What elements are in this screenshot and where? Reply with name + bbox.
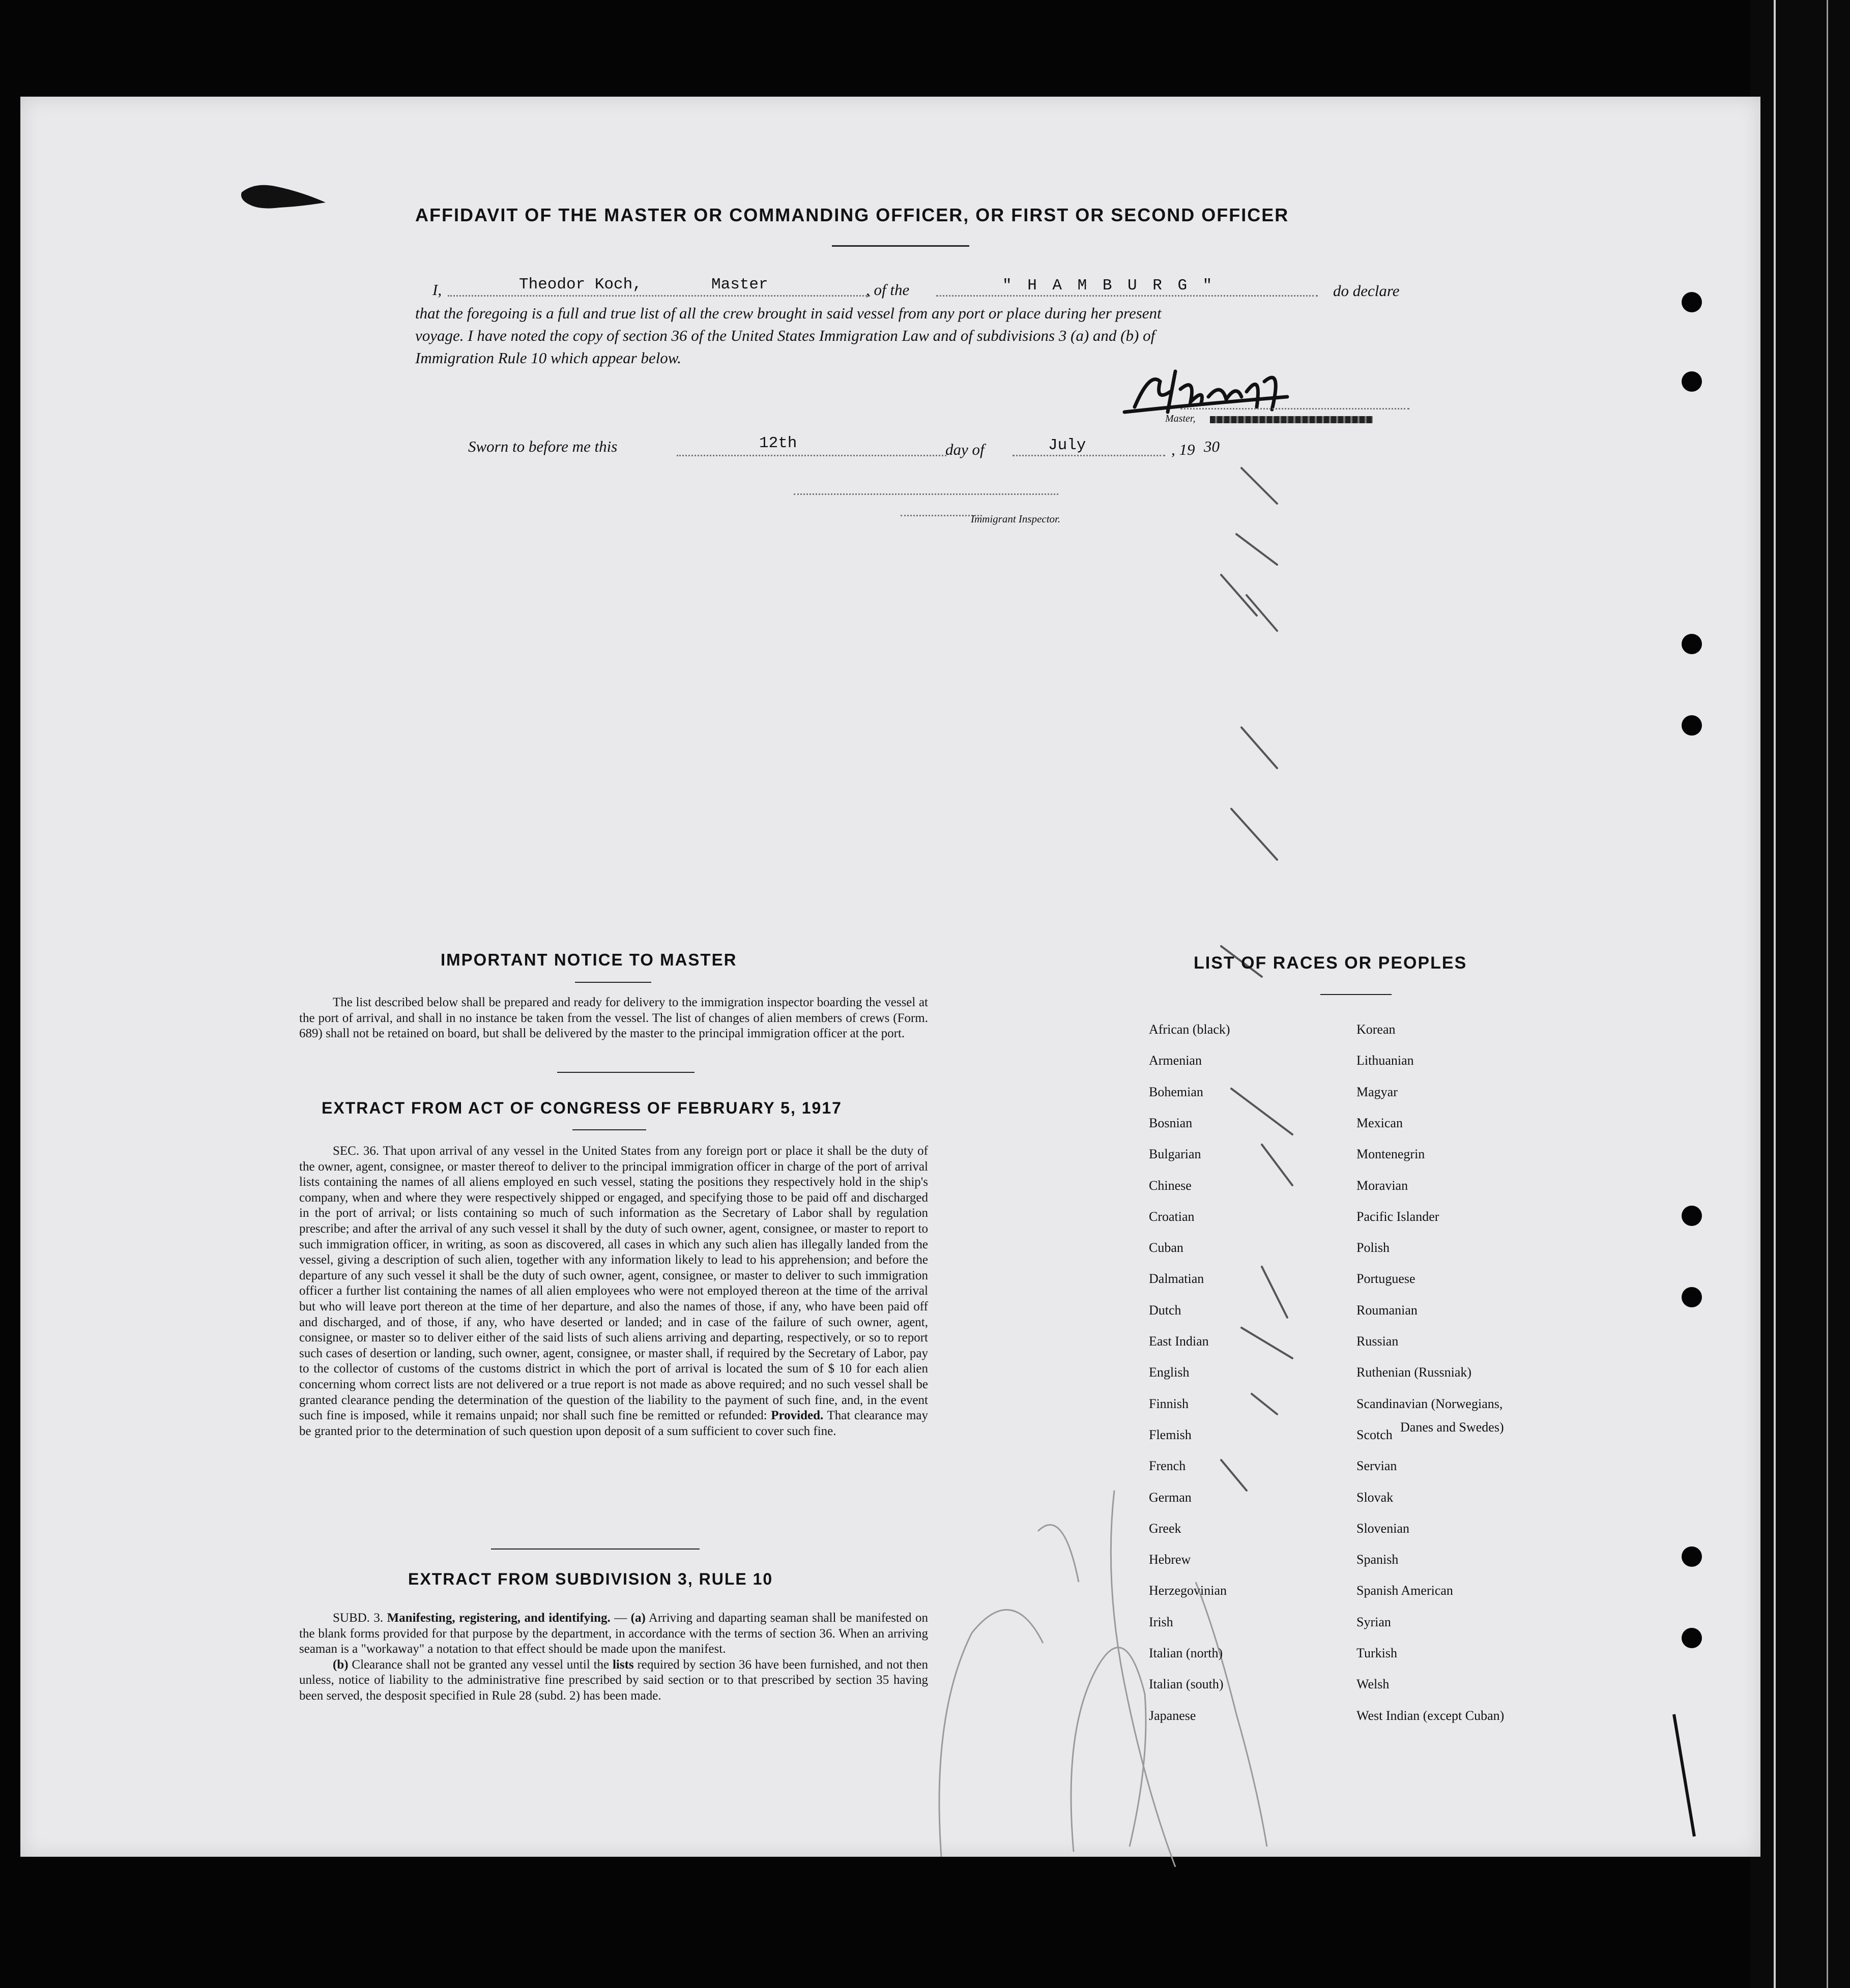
subd-b-text: Clearance shall not be granted any vessel until the [352,1657,610,1672]
subd-b-label: (b) [333,1657,349,1672]
race-item: Irish [1149,1614,1173,1629]
affidavit-body-line-3: voyage. I have noted the copy of section 36 of the United States Immigration Law and of subdivisions 3 (a) and (b) of [415,327,1155,344]
lists-word: lists [612,1657,634,1672]
section-divider [491,1548,700,1550]
section-36-text: SEC. 36. That upon arrival of any vessel in the United States from any foreign port or place it shall be the duty of the owner, agent, consignee, or master thereof to deliver to the principal immigration officer in charge of the port of arrival lists containing the names of all aliens employed en such vessel, stating the positions they respectively hold in the ship's company, when and where they were respectively shipped or engaged, and specifying those to be paid off and discharged in the port of arrival; or lists containing so much of such information as the Secretary of Labor shall by regulation prescribe; and after the arrival of any such vessel it shall by the duty of such owner, agent, consignee, or master to report to such immigration officer, in writing, as soon as discovered, all cases in which any such alien has illegally landed from the vessel, giving a description of such alien, together with any information likely to lead to his apprehension; and before the departure of any such vessel it shall be the duty of such owner, agent, consignee, or master to deliver to such immigration officer a further list containing the names of all alien employees who were not employed thereon at the time of the arrival but who will leave port thereon at the time of her departure, and also the names of those, if any, who have been paid off and discharged, and of those, if any, who have deserted or landed; and in case of the failure of such owner, agent, consignee, or master so to deliver either of the said lists of such aliens arriving and departing, respectively, or so to report such cases of desertion or landing, such owner, agent, consignee, or master shall, if required by the Secretary of Labor, pay to the collector of customs of the customs district in which the port of arrival is located the sum of $ 10 for each alien concerning whom correct lists are not delivered or a true report is not made as above required; and no such vessel shall be granted clearance pending the determination of the question of the liability to the payment of such fine, and, in the event such fine is imposed, while it remains unpaid; nor shall such fine be remitted or refunded: [299,1144,928,1423]
provided-label: Provided. [771,1409,824,1423]
vessel-blank-line [936,295,1318,297]
section-divider [557,1072,695,1073]
extract-act-title: EXTRACT FROM ACT OF CONGRESS OF FEBRUARY 5, 1917 [322,1099,842,1117]
notice-paragraph: The list described below shall be prepared and ready for delivery to the immigration inspector boarding the vessel at the port of arrival, and shall in no instance be taken from the vessel. The list of changes of alien members of crews (Form. 689) shall not be retained on board, but shall be delivered by the master to the principal immigration officer at the port. [299,996,928,1041]
vessel-name: " H A M B U R G " [1002,277,1216,295]
film-edge-line [1827,0,1828,1988]
race-item: Syrian [1356,1614,1391,1629]
affidavit-title: AFFIDAVIT OF THE MASTER OR COMMANDING OFFICER, OR FIRST OR SECOND OFFICER [415,204,1289,225]
race-item: Croatian [1149,1209,1195,1224]
subd-heading: Manifesting, registering, and identifying. [387,1611,611,1625]
race-item: Scotch [1356,1427,1393,1442]
binder-hole [1682,1628,1702,1648]
race-item: West Indian (except Cuban) [1356,1708,1505,1723]
race-item: Bulgarian [1149,1147,1201,1162]
year-suffix: 30 [1204,437,1220,455]
binder-hole [1682,292,1702,312]
sworn-day: 12th [759,434,797,452]
section-36-paragraph [299,1144,928,1439]
scanner-edge [1750,0,1850,1988]
races-title: LIST OF RACES OR PEOPLES [1194,953,1467,973]
race-item: Portuguese [1356,1271,1415,1287]
subd-intro: SUBD. 3. [333,1611,384,1625]
race-item: Hebrew [1149,1552,1191,1567]
race-item: Italian (north) [1149,1646,1223,1660]
inspector-label: Immigrant Inspector. [971,513,1061,525]
race-item: English [1149,1365,1190,1380]
name-blank-line [448,295,870,297]
race-item: French [1149,1458,1186,1474]
extract-act-underline [572,1129,646,1130]
title-underline [832,245,969,247]
pencil-stroke [1669,1709,1699,1841]
race-item: Russian [1356,1334,1399,1349]
signature-role-label: Master, [1165,413,1196,424]
affidavit-intro: I, [432,281,442,299]
race-item: Lithuanian [1356,1053,1414,1068]
sworn-label: Sworn to before me this [468,437,618,455]
race-item: Herzegovinian [1149,1583,1227,1598]
affidavit-body-line-4: Immigration Rule 10 which appear below. [415,349,681,367]
race-item: Dalmatian [1149,1271,1204,1287]
section-36-text-after: That clearance may be granted prior to the determination of such question upon deposit of a sum sufficient to cover such fine. [299,1409,929,1438]
race-item: Servian [1356,1458,1397,1474]
race-item: Slovak [1356,1489,1394,1505]
signature-blank-line [1180,408,1409,410]
race-item: Korean [1356,1022,1396,1037]
binder-hole [1682,634,1702,654]
race-item: Ruthenian (Russniak) [1356,1365,1472,1380]
month-blank-line [1013,455,1165,456]
document-page [20,97,1760,1857]
extract-rule-title: EXTRACT FROM SUBDIVISION 3, RULE 10 [408,1570,773,1588]
master-name: Theodor Koch, [519,276,642,294]
affidavit-body-line-2: that the foregoing is a full and true list of all the crew brought in said vessel from any port or place during her present [415,304,1162,322]
binder-hole [1682,1546,1702,1567]
race-item: East Indian [1149,1334,1209,1349]
race-item: Scandinavian (Norwegians, [1356,1396,1503,1411]
race-item: Greek [1149,1521,1181,1536]
day-blank-line [677,455,946,456]
race-item: Slovenian [1356,1521,1409,1536]
day-of-label: day of [945,441,985,458]
year-prefix: , 19 [1171,441,1195,458]
race-item: Bosnian [1149,1115,1193,1130]
race-item: African (black) [1149,1022,1230,1037]
race-item: Italian (south) [1149,1677,1224,1692]
race-item: Montenegrin [1356,1147,1425,1162]
race-item: Mexican [1356,1115,1403,1130]
subd-a-text: Arriving and daparting seaman shall be manifested on the blank forms provided for that purpose by the department, in accordance with the terms of section 36. When an arriving seaman is a "workaway" a notation to that effect should be made upon the manifest. [299,1611,928,1656]
race-item: Japanese [1149,1708,1196,1723]
binder-hole [1682,1206,1702,1226]
subd-b-text-after: required by section 36 have been furnished, and not then unless, notice of liability to the administrative fine prescribed by said section or to that prescribed by section 35 having been served, the desposit specified in Rule 28 (subd. 2) has been made. [299,1657,929,1703]
race-item: Cuban [1149,1240,1183,1255]
binder-hole [1682,371,1702,392]
race-item: Spanish [1356,1552,1399,1567]
struck-out-text [1210,416,1373,423]
race-item: Magyar [1356,1084,1398,1099]
extract-act-text [299,1144,928,1439]
race-item: Bohemian [1149,1084,1203,1099]
race-item: Polish [1356,1240,1390,1255]
do-declare-label: do declare [1333,282,1400,300]
subd-dash: — [614,1611,627,1625]
pencil-scribble [911,1429,1328,1867]
race-item: Moravian [1356,1178,1408,1193]
race-item: Chinese [1149,1178,1192,1193]
master-rank: Master [711,276,768,294]
race-item: German [1149,1489,1192,1505]
race-item: Turkish [1356,1646,1397,1660]
races-underline [1320,994,1392,995]
binder-hole [1682,715,1702,736]
race-item: Roumanian [1356,1302,1418,1318]
of-the-label: , of the [866,281,910,299]
binder-hole [1682,1287,1702,1307]
subdivision-b-paragraph [299,1657,928,1704]
race-item: Armenian [1149,1053,1202,1068]
notice-text [299,995,928,1042]
race-item: Finnish [1149,1396,1189,1411]
inspector-line-1 [794,493,1058,495]
notice-title: IMPORTANT NOTICE TO MASTER [441,950,737,969]
race-item: Welsh [1356,1677,1390,1692]
film-edge-line [1774,0,1776,1988]
inspector-line-2 [901,515,982,516]
notice-underline [575,982,651,983]
subdivision-a-paragraph [299,1611,928,1657]
subd-a-label: (a) [630,1611,646,1625]
race-item: Spanish American [1356,1583,1453,1598]
sworn-month: July [1048,436,1086,454]
extract-rule-text [299,1611,928,1704]
race-item: Dutch [1149,1302,1181,1318]
race-item: Pacific Islander [1356,1209,1439,1224]
race-item-continuation: Danes and Swedes) [1400,1420,1504,1435]
race-item: Flemish [1149,1427,1192,1442]
ink-blot [239,182,331,213]
